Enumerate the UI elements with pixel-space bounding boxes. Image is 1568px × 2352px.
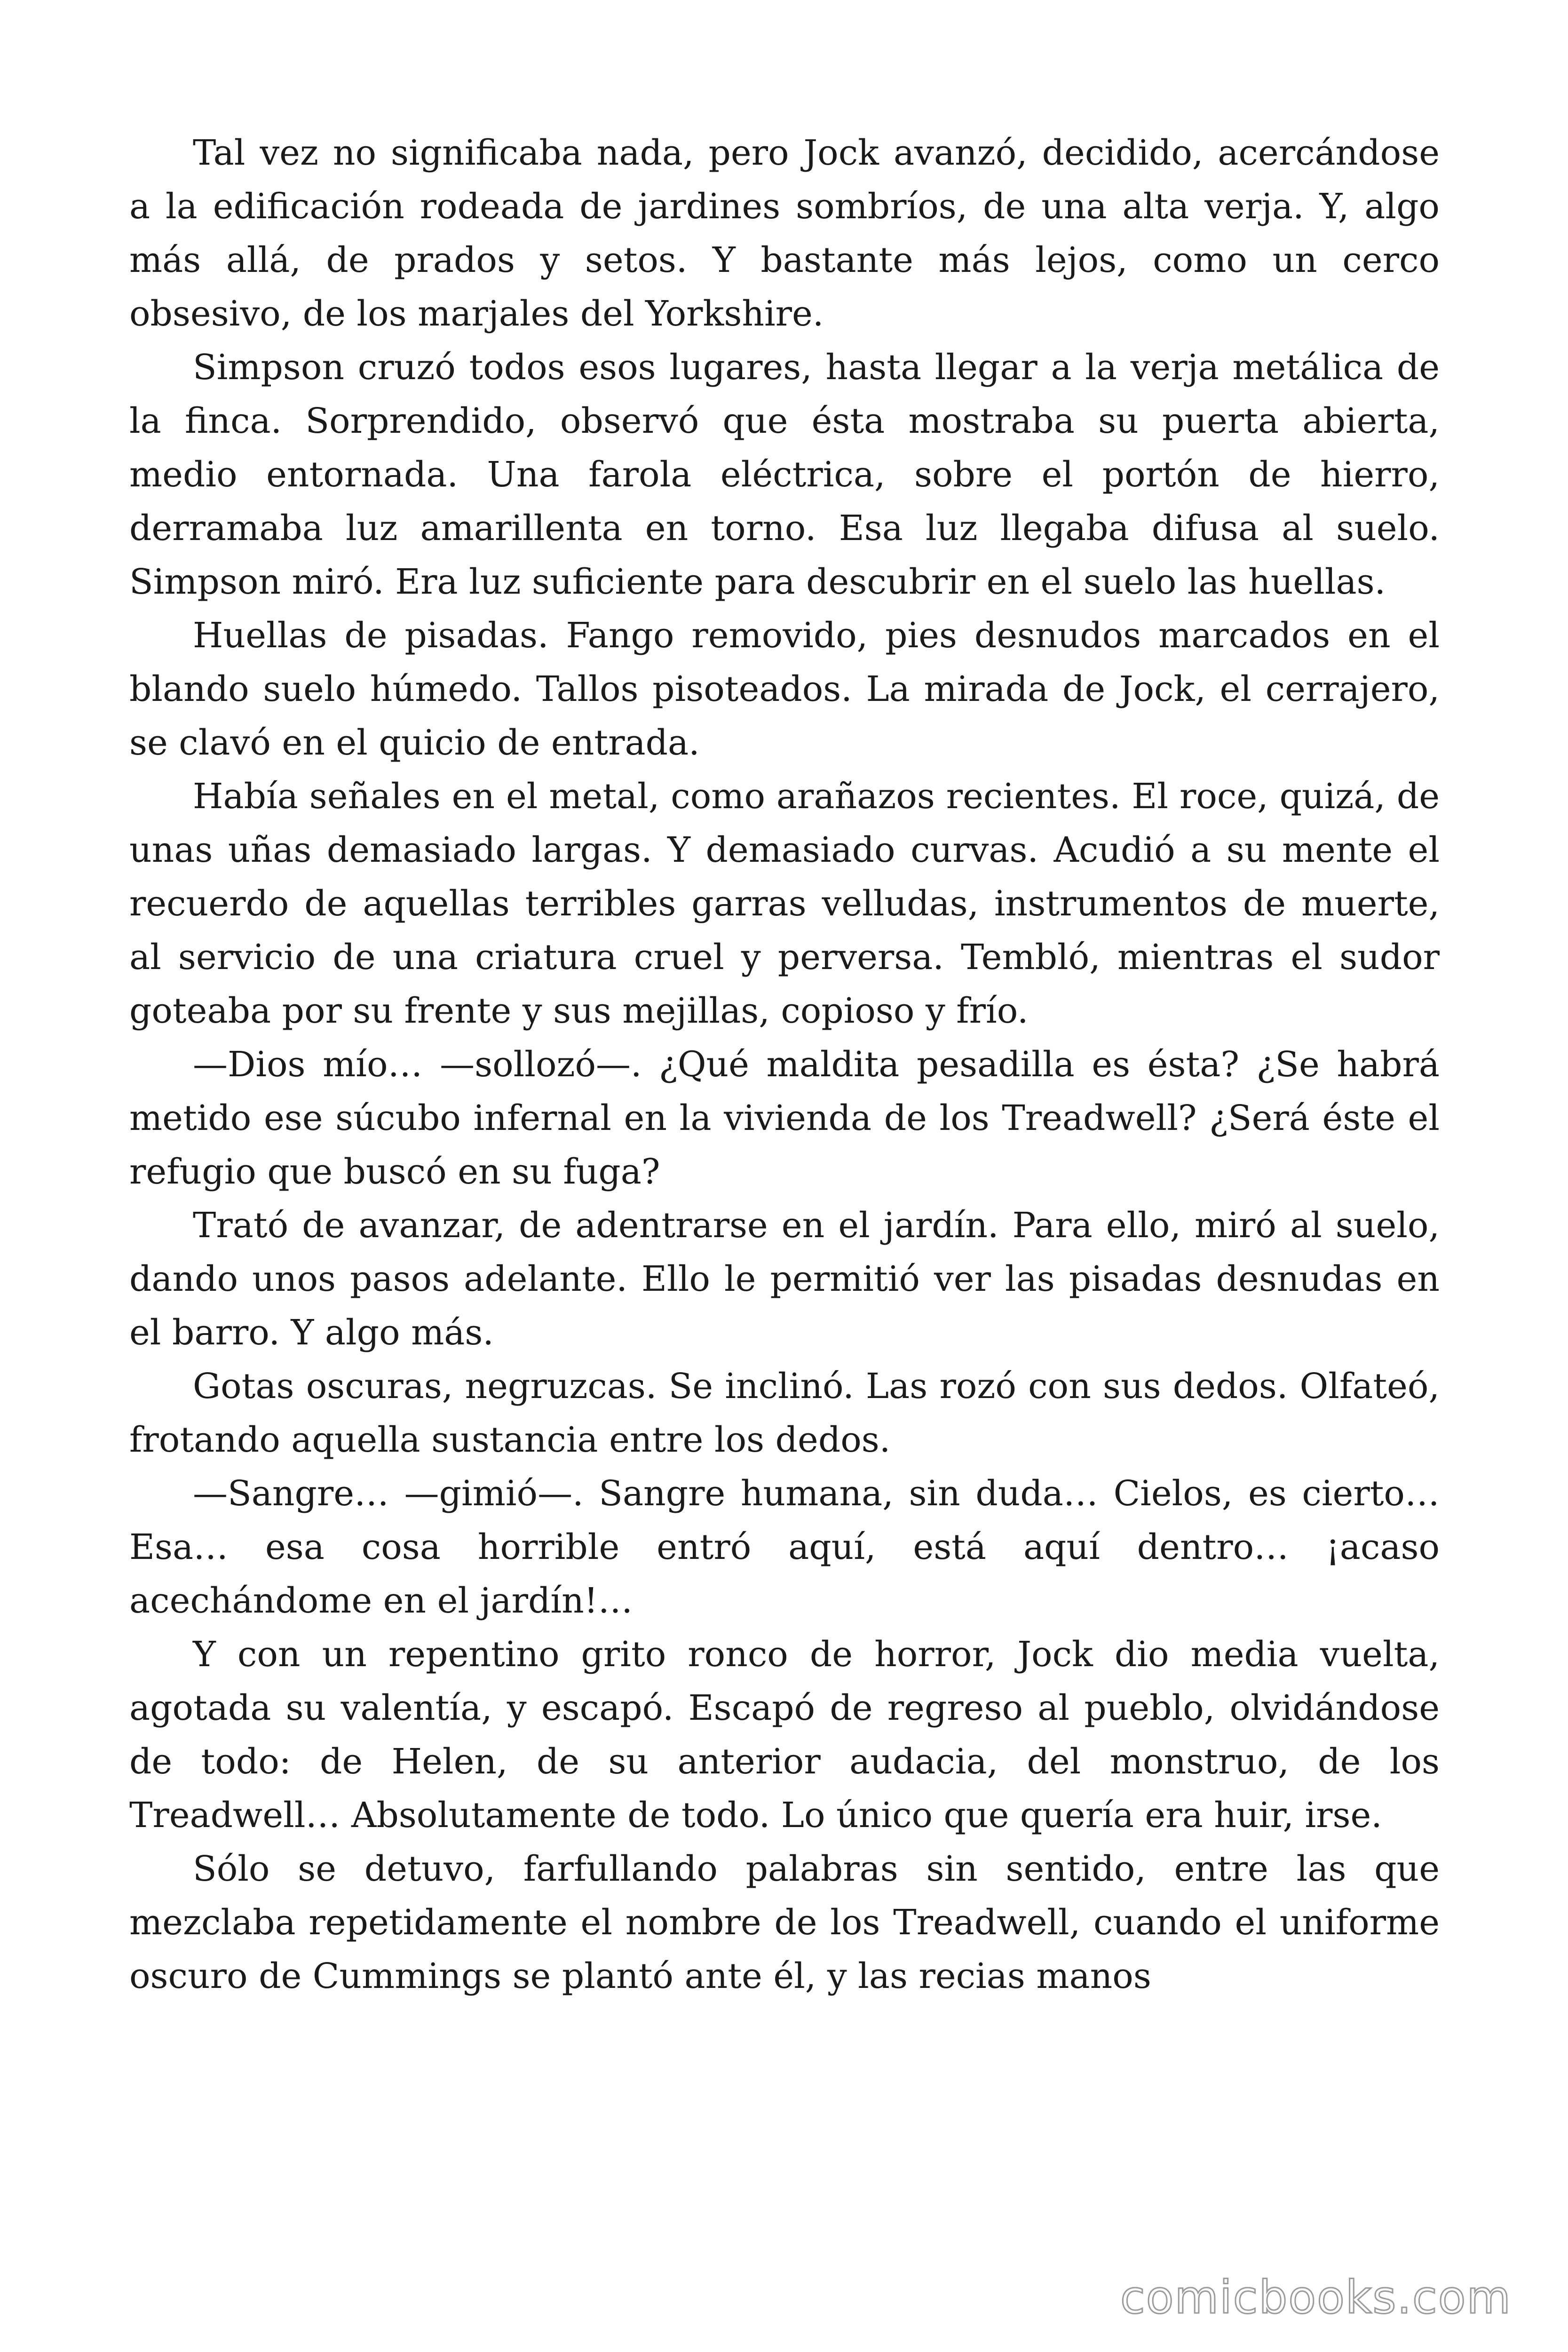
watermark: comicbooks.com	[1120, 2271, 1512, 2324]
paragraph-10: Sólo se detuvo, farfullando palabras sin sentido, entre las que mezclaba repetidamente el nombre de los Treadwell, cuando el uniforme oscuro de Cummings se plantó ante él, y las recias manos	[129, 1849, 1440, 1996]
paragraph-1: Tal vez no significaba nada, pero Jock avanzó, decidido, acercándose a la edificación rodeada de jardines sombríos, de una alta verja. Y, algo más allá, de prados y setos. Y bastante más lejos, como un cerco obsesivo, de los marjales del Yorkshire.	[129, 133, 1440, 334]
paragraph-4: Había señales en el metal, como arañazos recientes. El roce, quizá, de unas uñas demasiado largas. Y demasiado curvas. Acudió a su mente el recuerdo de aquellas terribles garras velludas, instrumentos de muerte, al servicio de una criatura cruel y perversa. Tembló, mientras el sudor goteaba por su frente y sus mejillas, copioso y frío.	[129, 776, 1440, 1031]
paragraph-8: —Sangre… —gimió—. Sangre humana, sin duda… Cielos, es cierto… Esa… esa cosa horrible entró aquí, está aquí dentro… ¡acaso acechándome en el jardín!…	[129, 1473, 1440, 1621]
paragraph-2: Simpson cruzó todos esos lugares, hasta llegar a la verja metálica de la finca. Sorprendido, observó que ésta mostraba su puerta abierta, medio entornada. Una farola eléctrica, sobre el portón de hierro, derramaba luz amarillenta en torno. Esa luz llegaba difusa al suelo. Simpson miró. Era luz suficiente para descubrir en el suelo las huellas.	[129, 347, 1440, 602]
paragraph-3: Huellas de pisadas. Fango removido, pies desnudos marcados en el blando suelo húmedo. Tallos pisoteados. La mirada de Jock, el cerrajero, se clavó en el quicio de entrada.	[129, 615, 1440, 763]
paragraph-5: —Dios mío… —sollozó—. ¿Qué maldita pesadilla es ésta? ¿Se habrá metido ese súcubo infernal en la vivienda de los Treadwell? ¿Será éste el refugio que buscó en su fuga?	[129, 1044, 1440, 1192]
book-page-text	[129, 126, 1440, 2003]
paragraph-7: Gotas oscuras, negruzcas. Se inclinó. Las rozó con sus dedos. Olfateó, frotando aquella sustancia entre los dedos.	[129, 1366, 1440, 1460]
paragraph-9: Y con un repentino grito ronco de horror, Jock dio media vuelta, agotada su valentía, y escapó. Escapó de regreso al pueblo, olvidándose de todo: de Helen, de su anterior audacia, del monstruo, de los Treadwell… Absolutamente de todo. Lo único que quería era huir, irse.	[129, 1634, 1440, 1836]
paragraph-6: Trató de avanzar, de adentrarse en el jardín. Para ello, miró al suelo, dando unos pasos adelante. Ello le permitió ver las pisadas desnudas en el barro. Y algo más.	[129, 1205, 1440, 1353]
